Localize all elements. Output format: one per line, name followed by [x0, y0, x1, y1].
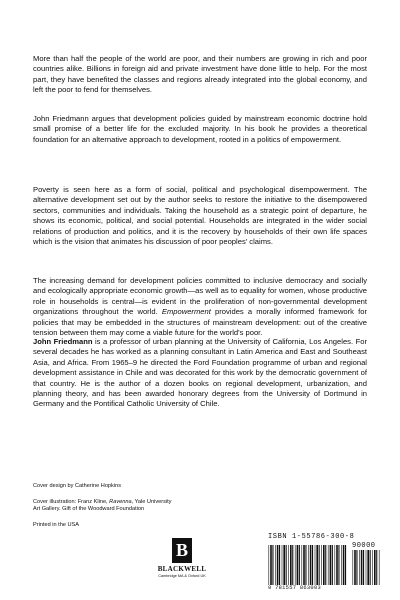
- ean-barcode: [268, 545, 348, 585]
- barcode-bar: [283, 545, 285, 585]
- barcode-bar: [315, 545, 316, 585]
- barcode-bar: [288, 545, 289, 585]
- blurb-paragraph-3: Poverty is seen here as a form of social, political and psychological disempowerment. The alternative development set out by the author seeks to restore the initiative to the disempowered sectors, communities and individuals. Taking the household as a strategic point of departure, he shows its economic, political, and social potential. Households are integrated in the wider social relations of production and politics, and it is the recovery by households of their own life spaces which is the vision that animates his discussion of poor peoples' claims.: [33, 185, 367, 247]
- barcode-bar: [308, 545, 309, 585]
- barcode-bar: [356, 550, 357, 585]
- isbn-label: ISBN 1-55786-300-8: [268, 533, 355, 541]
- barcode-bar: [343, 545, 345, 585]
- cover-illustration-suffix: , Yale University: [131, 499, 172, 505]
- barcode-bar: [321, 545, 322, 585]
- barcode-bar: [270, 545, 272, 585]
- publisher-places: Cambridge MA & Oxford UK: [158, 574, 206, 578]
- blurb-paragraph-4-text-end: provides a morally informed framework for policies that may be embedded in the structures of mainstream development: out of the creative tension between them may come a viable future for the world's poor.: [33, 307, 367, 338]
- publisher-name: BLACKWELL: [157, 565, 207, 573]
- author-name: John Friedmann: [33, 337, 93, 346]
- barcode-bar: [316, 545, 318, 585]
- barcode-bar: [332, 545, 333, 585]
- barcode-bar: [345, 545, 346, 585]
- barcode-bar: [328, 545, 329, 585]
- barcode-bar: [341, 545, 342, 585]
- price-supplement-digits: 90000: [352, 542, 376, 550]
- barcode-bar: [338, 545, 339, 585]
- barcode-bar: [305, 545, 306, 585]
- barcode-bar: [290, 545, 292, 585]
- barcode-bar: [272, 545, 273, 585]
- barcode-bar: [376, 550, 377, 585]
- barcode-bar: [336, 545, 338, 585]
- cover-illustration-line2: Art Gallery. Gift of the Woodward Foundation: [33, 506, 145, 513]
- blurb-paragraph-4: [33, 276, 367, 338]
- barcode-bar: [372, 550, 373, 585]
- barcode-bar: [359, 550, 360, 585]
- barcode-digits: 9 781557 863003: [268, 585, 322, 591]
- barcode-bar: [354, 550, 356, 585]
- barcode-bar: [367, 550, 369, 585]
- barcode-bar: [330, 545, 332, 585]
- barcode-bar: [374, 550, 376, 585]
- barcode-bar: [366, 550, 367, 585]
- supplement-barcode: [352, 550, 380, 585]
- barcode-bar: [277, 545, 279, 585]
- blurb-paragraph-2: John Friedmann argues that development policies guided by mainstream economic doctrine hold small promise of a better life for the excluded majority. In his book he provides a theoretical foundation for an alternative approach to development, rooted in a politics of empowerment.: [33, 114, 367, 144]
- barcode-bar: [353, 550, 354, 585]
- barcode-bar: [286, 545, 287, 585]
- barcode-bar: [370, 550, 371, 585]
- barcode-bar: [361, 550, 363, 585]
- cover-design-credit: Cover design by Catherine Hopkins: [33, 483, 121, 489]
- publisher-logo-letter: B: [175, 540, 188, 560]
- barcode-bar: [363, 550, 364, 585]
- barcode-bar: [269, 545, 270, 585]
- author-bio-text: is a professor of urban planning at the University of California, Los Angeles. For several decades he has worked as a planning consultant in Latin America and East and Southeast Asia, and Africa. From 1965–9 he directed the Ford Foundation programme of urban and regional development assistance in Chile and was decorated for this work by the democratic government of that country. He is the author of a dozen books on regional development, urbanization, and planning theory, and has been awarded honorary degrees from the University of Dortmund in Germany and the Pontifical Catholic University of Chile.: [33, 337, 367, 409]
- barcode-bar: [279, 545, 280, 585]
- barcode-bar: [282, 545, 283, 585]
- barcode-bar: [302, 545, 303, 585]
- cover-illustration-credit: [33, 499, 233, 514]
- barcode-bar: [312, 545, 313, 585]
- barcode-bar: [292, 545, 293, 585]
- blurb-paragraph-4-text: The increasing demand for development policies committed to inclusive democracy and socially and ecologically appropriate economic growth—as well as to equality for women, whose productive role in households is central—is evident in the proliferation of non-governmental development organizations throughout the world.: [33, 276, 367, 317]
- barcode-bar: [335, 545, 336, 585]
- book-title-italic: Empowerment: [161, 307, 211, 317]
- barcode-bar: [303, 545, 305, 585]
- barcode-bar: [299, 545, 300, 585]
- artwork-title: Ravenna: [109, 499, 132, 505]
- barcode-bar: [295, 545, 296, 585]
- barcode-bar: [297, 545, 299, 585]
- printed-in-credit: Printed in the USA: [33, 522, 80, 528]
- barcode-bar: [275, 545, 276, 585]
- author-bio: [33, 337, 367, 410]
- isbn-block: [268, 533, 388, 593]
- barcode-bar: [379, 550, 380, 585]
- barcode-bar: [325, 545, 326, 585]
- blurb-paragraph-1: More than half the people of the world are poor, and their numbers are growing in rich and poor countries alike. Billions in foreign aid and private investment have done little to help. For the most part, they have benefited the classes and regions already integrated into the global economy, and left the poor to fend for themselves.: [33, 54, 367, 95]
- publisher-logo: [172, 538, 192, 563]
- cover-illustration-prefix: Cover illustration: Franz Kline,: [33, 499, 110, 505]
- barcode-bar: [323, 545, 325, 585]
- barcode-bar: [310, 545, 312, 585]
- barcode-bar: [319, 545, 320, 585]
